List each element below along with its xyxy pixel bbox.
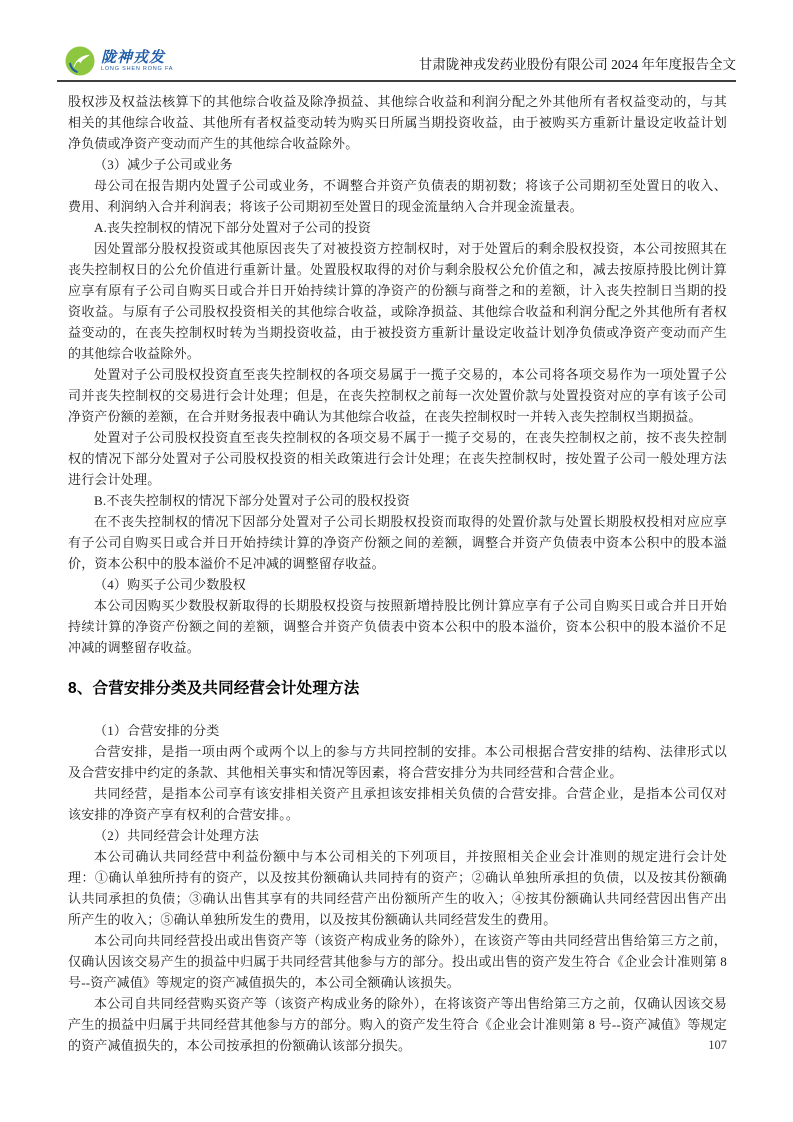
company-logo: [65, 46, 173, 76]
paragraph: 共同经营，是指本公司享有该安排相关资产且承担该安排相关负债的合营安排。合营企业，是指本公司仅对该安排的净资产享有权利的合营安排。。: [68, 786, 727, 822]
paragraph: 本公司因购买少数股权新取得的长期股权投资与按照新增持股比例计算应享有子公司自购买日或合并日开始持续计算的净资产份额之间的差额，调整合并资产负债表中资本公积中的股本溢价，资本公积中的股本溢价不足冲减的调整留存收益。: [68, 598, 727, 655]
paragraph: 在不丧失控制权的情况下因部分处置对子公司长期股权投资而取得的处置价款与处置长期股权投相对应应享有子公司自购买日或合并日开始持续计算的净资产份额之间的差额，调整合并资产负债表中资本公积中的股本溢价，资本公积中的股本溢价不足冲减的调整留存收益。: [68, 514, 727, 571]
paragraph: 处置对子公司股权投资直至丧失控制权的各项交易不属于一揽子交易的，在丧失控制权之前，按不丧失控制权的情况下部分处置对子公司股权投资的相关政策进行会计处理；在丧失控制权时，按处置子公司一般处理方法进行会计处理。: [68, 430, 727, 487]
brand-logo-icon: [65, 46, 95, 76]
brand-name-cn: 陇神戎发: [101, 48, 166, 66]
paragraph: 本公司向共同经营投出或出售资产等（该资产构成业务的除外），在该资产等由共同经营出售给第三方之前，仅确认因该交易产生的损益中归属于共同经营其他参与方的部分。投出或出售的资产发生符合《企业会计准则第 8 号--资产减值》等规定的资产减值损失的，本公司全额确认该损失。: [68, 933, 727, 990]
paragraph: A.丧失控制权的情况下部分处置对子公司的投资: [94, 220, 372, 235]
paragraph: （1）合营安排的分类: [94, 723, 220, 738]
paragraph: 本公司自共同经营购买资产等（该资产构成业务的除外），在将该资产等出售给第三方之前，仅确认因该交易产生的损益中归属于共同经营其他参与方的部分。购入的资产发生符合《企业会计准则第 8 号--资产减值》等规定的资产减值损失的，本公司按承担的份额确认该部分损失。: [68, 996, 727, 1053]
paragraph: （3）减少子公司或业务: [94, 157, 233, 172]
section-heading: 8、合营安排分类及共同经营会计处理方法: [68, 680, 360, 697]
paragraph: （2）共同经营会计处理方法: [94, 828, 260, 843]
paragraph: 合营安排，是指一项由两个或两个以上的参与方共同控制的安排。本公司根据合营安排的结构、法律形式以及合营安排中约定的条款、其他相关事实和情况等因素，将合营安排分为共同经营和合营企业。: [68, 744, 727, 780]
brand-name-en: LONG SHEN RONG FA: [101, 65, 174, 72]
page-number: 107: [708, 1038, 727, 1052]
paragraph: 处置对子公司股权投资直至丧失控制权的各项交易属于一揽子交易的，本公司将各项交易作为一项处置子公司并丧失控制权的交易进行会计处理；但是，在丧失控制权之前每一次处置价款与处置投资对应的享有该子公司净资产份额的差额，在合并财务报表中确认为其他综合收益，在丧失控制权时一并转入丧失控制权当期损益。: [68, 367, 727, 424]
paragraph: （4）购买子公司少数股权: [94, 577, 246, 592]
report-title: 甘肃陇神戎发药业股份有限公司 2024 年年度报告全文: [418, 57, 736, 72]
document-body: [68, 91, 727, 1056]
paragraph: B.不丧失控制权的情况下部分处置对子公司的股权投资: [94, 493, 410, 508]
paragraph: 股权涉及权益法核算下的其他综合收益及除净损益、其他综合收益和利润分配之外其他所有者权益变动的，与其相关的其他综合收益、其他所有者权益变动转为购买日所属当期投资收益，由于被购买方重新计量设定收益计划净负债或净资产变动而产生的其他综合收益除外。: [68, 94, 727, 151]
paragraph: 因处置部分股权投资或其他原因丧失了对被投资方控制权时，对于处置后的剩余股权投资，本公司按照其在丧失控制权日的公允价值进行重新计量。处置股权取得的对价与剩余股权公允价值之和，减去按原持股比例计算应享有原有子公司自购买日或合并日开始持续计算的净资产的份额与商誉之和的差额，计入丧失控制日当期的投资收益。与原有子公司股权投资相关的其他综合收益，或除净损益、其他综合收益和利润分配之外其他所有者权益变动的，在丧失控制权时转为当期投资收益，由于被投资方重新计量设定收益计划净负债或净资产变动而产生的其他综合收益除外。: [68, 241, 727, 361]
brand-wordmark: [101, 50, 173, 73]
paragraph: 本公司确认共同经营中利益份额中与本公司相关的下列项目，并按照相关企业会计准则的规定进行会计处理：①确认单独所持有的资产，以及按其份额确认共同持有的资产；②确认单独所承担的负债，以及按其份额确认共同承担的负债；③确认出售其享有的共同经营产出份额所产生的收入；④按其份额确认共同经营因出售产出所产生的收入；⑤确认单独所发生的费用，以及按其份额确认共同经营发生的费用。: [68, 849, 727, 927]
paragraph: 母公司在报告期内处置子公司或业务，不调整合并资产负债表的期初数；将该子公司期初至处置日的收入、费用、利润纳入合并利润表；将该子公司期初至处置日的现金流量纳入合并现金流量表。: [68, 178, 727, 214]
page-header: [57, 40, 736, 82]
